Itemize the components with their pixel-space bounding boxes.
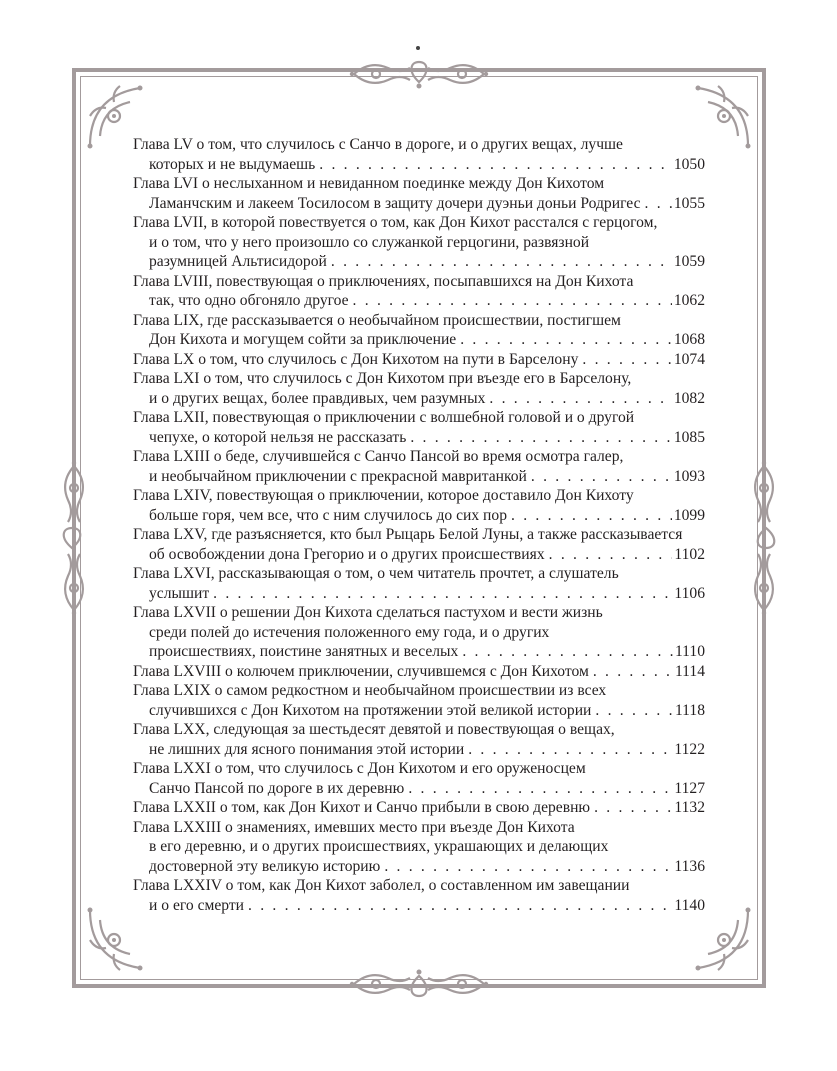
toc-entry — [133, 447, 705, 486]
toc-entry-title-end: случившихся с Дон Кихотом на протяжении этой великой истории — [149, 701, 592, 719]
page-dot-mark — [416, 46, 420, 50]
dot-leader — [468, 740, 672, 760]
toc-entry — [133, 759, 705, 798]
toc-entry — [133, 311, 705, 350]
dot-leader — [593, 662, 673, 682]
toc-entry-last-line — [133, 155, 705, 175]
dot-leader — [410, 428, 671, 448]
toc-page-number: 1059 — [673, 253, 705, 270]
toc-page-number: 1122 — [674, 740, 705, 758]
dot-leader — [582, 350, 671, 370]
toc-entry — [133, 564, 705, 603]
right-side-ornament-icon — [746, 460, 782, 616]
dot-leader — [594, 798, 672, 818]
toc-entry-last-line — [133, 428, 705, 448]
toc-entry-line: Глава LXXIV о том, как Дон Кихот заболел, о составленном им завещании — [133, 877, 630, 894]
toc-entry-line: Глава LVII, в которой повествуется о том, как Дон Кихот расстался с герцогом, — [133, 214, 658, 231]
toc-entry-last-line — [133, 506, 705, 526]
toc-entry — [133, 525, 705, 564]
toc-page-number: 1114 — [674, 662, 705, 680]
toc-entry — [133, 798, 705, 818]
toc-entry-last-line — [133, 194, 705, 214]
toc-entry-title-end: больше горя, чем все, что с ним случилось до сих пор — [149, 506, 507, 524]
toc-page-number: 1074 — [673, 350, 705, 368]
toc-entry — [133, 662, 705, 682]
toc-page-number: 1102 — [674, 545, 705, 563]
toc-entry — [133, 818, 705, 877]
toc-entry-line: Глава LXV, где разъясняется, кто был Рыцарь Белой Луны, а также рассказывается — [133, 526, 683, 543]
toc-page-number: 1106 — [674, 584, 705, 602]
toc-page-number: 1118 — [674, 701, 705, 719]
dot-leader — [462, 642, 673, 662]
toc-entry-title-end: Санчо Пансой по дороге в их деревню — [149, 779, 405, 797]
dot-leader — [319, 155, 672, 175]
toc-entry-line: Глава LXIX о самом редкостном и необычайном происшествии из всех — [133, 682, 607, 699]
toc-entry-line: Глава LXI о том, что случилось с Дон Кихотом при въезде его в Барселону, — [133, 370, 632, 387]
toc-page-number: 1068 — [673, 331, 705, 348]
dot-leader — [549, 545, 673, 565]
toc-entry — [133, 720, 705, 759]
toc-entry — [133, 135, 705, 174]
dot-leader — [595, 701, 673, 721]
toc-entry-last-line — [133, 467, 705, 487]
toc-entry-line: Глава LIX, где рассказывается о необычайном происшествии, постигшем — [133, 311, 621, 329]
toc-entry-line: Глава LXVII о решении Дон Кихота сделаться пастухом и вести жизнь — [133, 604, 603, 621]
toc-entry-title-end: Глава LXXII о том, как Дон Кихот и Санчо прибыли в свою деревню — [133, 799, 591, 816]
dot-leader — [331, 252, 672, 272]
toc-entry-line: Глава LVI о неслыханном и невиданном поединке между Дон Кихотом — [133, 175, 605, 192]
table-of-contents — [133, 135, 705, 915]
toc-entry-line: Глава LXIII о беде, случившейся с Санчо Пансой во время осмотра галер, — [133, 448, 624, 465]
toc-entry — [133, 213, 705, 272]
toc-page-number: 1099 — [673, 506, 705, 524]
left-side-ornament-icon — [56, 460, 92, 616]
toc-entry — [133, 272, 705, 311]
toc-entry-last-line — [133, 779, 705, 799]
dot-leader — [489, 389, 671, 409]
toc-entry-title-end: Глава LXVIII о колючем приключении, случившемся с Дон Кихотом — [133, 662, 589, 680]
toc-entry-title-end: Глава LX о том, что случилось с Дон Кихотом на пути в Барселону — [133, 350, 579, 368]
toc-entry-line: среди полей до истечения положенного ему года, и о других — [149, 623, 550, 641]
toc-entry-last-line — [133, 642, 705, 662]
toc-page-number: 1110 — [674, 643, 705, 660]
toc-entry-last-line — [133, 896, 705, 916]
dot-leader — [460, 330, 672, 350]
toc-entry — [133, 174, 705, 213]
toc-entry-line: Глава LXXI о том, что случилось с Дон Кихотом и его оруженосцем — [133, 760, 586, 777]
toc-entry-last-line — [133, 252, 705, 272]
toc-entry-title-end: об освобождении дона Грегорио и о других происшествиях — [149, 545, 545, 563]
toc-page-number: 1127 — [674, 779, 705, 797]
toc-entry-title-end: и о других вещах, более правдивых, чем разумных — [149, 389, 486, 407]
top-center-ornament-icon — [348, 56, 490, 92]
toc-entry-last-line — [133, 350, 705, 370]
toc-entry-last-line — [133, 701, 705, 721]
toc-entry-title-end: происшествиях, поистине занятных и веселых — [149, 643, 459, 660]
toc-entry-line: Глава LV о том, что случилось с Санчо в дороге, и о других вещах, лучше — [133, 136, 623, 153]
toc-page-number: 1055 — [673, 194, 705, 212]
toc-page-number: 1136 — [674, 857, 705, 875]
toc-entry-last-line — [133, 291, 705, 311]
toc-entry-line: и о том, что у него произошло со служанкой герцогини, развязной — [149, 233, 590, 251]
toc-page-number: 1132 — [674, 799, 705, 816]
toc-entry-title-end: достоверной эту великую историю — [149, 857, 381, 875]
toc-entry-line: Глава LXX, следующая за шестьдесят девятой и повествующая о вещах, — [133, 721, 615, 738]
toc-entry-last-line — [133, 545, 705, 565]
dot-leader — [511, 506, 672, 526]
toc-entry-title-end: разумницей Альтисидорой — [149, 253, 327, 270]
toc-entry — [133, 681, 705, 720]
dot-leader — [353, 291, 672, 311]
toc-page-number: 1050 — [673, 155, 705, 173]
toc-entry-title-end: и о его смерти — [149, 896, 245, 914]
toc-entry — [133, 486, 705, 525]
toc-entry-title-end: которых и не выдумаешь — [149, 155, 316, 173]
toc-entry-line: в его деревню, и о других происшествиях, украшающих и делающих — [149, 838, 609, 855]
dot-leader — [248, 896, 672, 916]
toc-entry-line: Глава LXIV, повествующая о приключении, которое доставило Дон Кихоту — [133, 487, 634, 504]
dot-leader — [213, 584, 672, 604]
toc-entry-line: Глава LXVI, рассказывающая о том, о чем читатель прочтет, а слушатель — [133, 565, 619, 582]
toc-page-number: 1082 — [673, 389, 705, 407]
toc-entry — [133, 876, 705, 915]
toc-entry-line: Глава LVIII, повествующая о приключениях, посыпавшихся на Дон Кихота — [133, 272, 634, 290]
toc-page-number: 1085 — [673, 428, 705, 446]
toc-entry-last-line — [133, 584, 705, 604]
dot-leader — [645, 194, 672, 214]
toc-page-number: 1093 — [673, 467, 705, 485]
toc-entry-title-end: Ламанчским и лакеем Тосилосом в защиту дочери дуэньи доньи Родригес — [149, 194, 641, 212]
toc-entry-title-end: и необычайном приключении с прекрасной мавританкой — [149, 467, 527, 485]
toc-entry — [133, 603, 705, 662]
toc-entry-title-end: не лишних для ясного понимания этой истории — [149, 740, 465, 758]
dot-leader — [531, 467, 672, 487]
toc-entry-title-end: Дон Кихота и могущем сойти за приключение — [149, 331, 457, 348]
toc-page-number: 1140 — [674, 896, 705, 914]
toc-page-number: 1062 — [673, 292, 705, 309]
toc-entry-title-end: чепухе, о которой нельзя не рассказать — [149, 428, 407, 446]
toc-entry-last-line — [133, 330, 705, 350]
toc-entry-last-line — [133, 857, 705, 877]
toc-entry — [133, 350, 705, 370]
toc-entry-line: Глава LXII, повествующая о приключении с волшебной головой и о другой — [133, 409, 635, 426]
bottom-center-ornament-icon — [348, 966, 490, 1002]
dot-leader — [408, 779, 672, 799]
dot-leader — [384, 857, 672, 877]
toc-entry-last-line — [133, 798, 705, 818]
toc-entry-title-end: так, что одно обгоняло другое — [149, 292, 349, 309]
toc-entry-last-line — [133, 740, 705, 760]
toc-entry-line: Глава LXXIII о знамениях, имевших место при въезде Дон Кихота — [133, 818, 575, 836]
toc-entry-title-end: услышит — [149, 584, 210, 602]
toc-entry — [133, 369, 705, 408]
toc-entry — [133, 408, 705, 447]
toc-entry-last-line — [133, 662, 705, 682]
toc-entry-last-line — [133, 389, 705, 409]
